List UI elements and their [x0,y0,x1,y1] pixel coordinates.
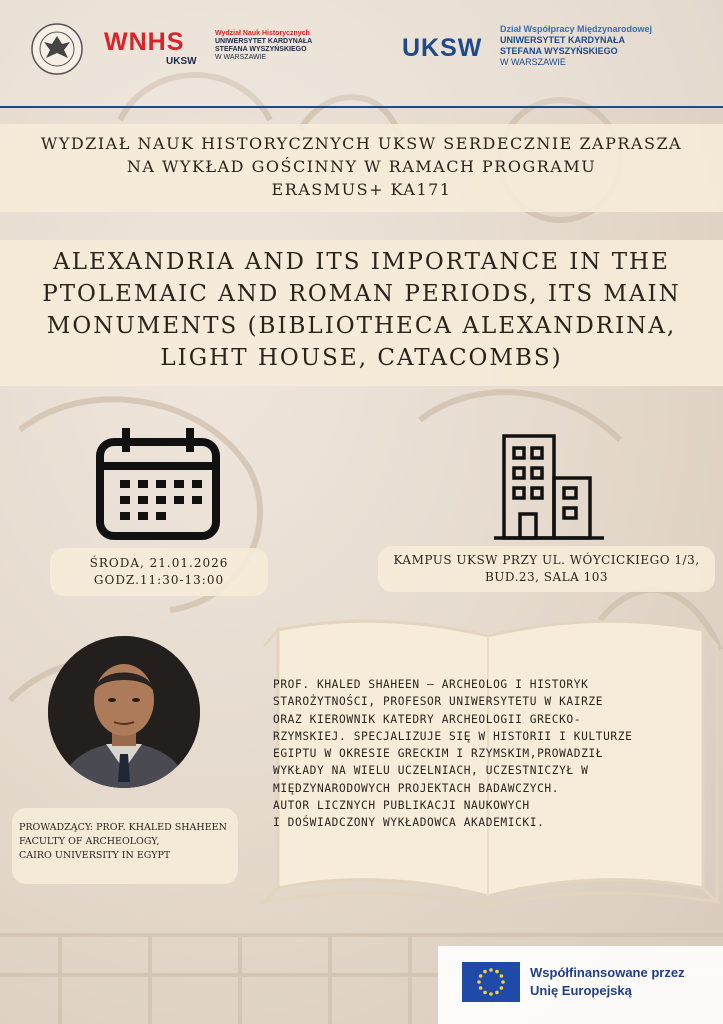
date-time-box [50,548,268,596]
lecture-title [0,246,723,374]
speaker-photo [48,636,200,788]
eu-funding-box [438,946,723,1024]
location-line-1: KAMPUS UKSW PRZY UL. WÓYCICKIEGO 1/3, [393,553,700,567]
eu-line-1: Współfinansowane przez [530,965,685,980]
eu-flag-icon [462,962,520,1002]
dept-text-block [500,24,710,68]
date-text: ŚRODA, 21.01.2026 [89,556,229,570]
wnhs-logo-sub: UKSW [166,56,197,67]
title-line-1: ALEXANDRIA AND ITS IMPORTANCE IN THE [53,249,670,275]
speaker-info-box [12,808,238,884]
bio-line: MIĘDZYNARODOWYCH PROJEKTACH BADAWCZYCH. [273,781,560,795]
bio-line: ORAZ KIEROWNIK KATEDRY ARCHEOLOGII GRECKO- [273,712,582,726]
title-line-2: PTOLEMAIC AND ROMAN PERIODS, ITS MAIN [42,281,681,307]
time-text: GODZ.11:30-13:00 [93,573,225,587]
bio-line: AUTOR LICZNYCH PUBLIKACJI NAUKOWYCH [273,799,530,813]
calendar-icon [96,424,220,544]
dept-univ-1: UNIWERSYTET KARDYNAŁA [500,35,625,45]
dept-title: Dział Współpracy Międzynarodowej [500,24,653,34]
header-bar [0,0,723,108]
location-box [378,546,715,592]
dept-univ-2: STEFANA WYSZYŃSKIEGO [500,46,618,56]
lecture-title-band [0,240,723,386]
university-seal [30,22,84,76]
invitation-line-2: NA WYKŁAD GOŚCINNY W RAMACH PROGRAMU [126,157,597,176]
speaker-bio [273,676,713,832]
title-line-4: LIGHT HOUSE, CATACOMBS) [160,345,563,371]
invitation-line-1: WYDZIAŁ NAUK HISTORYCZNYCH UKSW SERDECZNIE ZAPRASZA [40,134,683,153]
title-line-3: MONUMENTS (BIBLIOTHECA ALEXANDRINA, [46,313,677,339]
bio-line: EGIPTU W OKRESIE GRECKIM I RZYMSKIM,PROWADZIŁ [273,747,604,761]
wnhs-text-block [215,30,365,62]
dept-city: W WARSZAWIE [500,57,566,67]
header-divider [0,106,723,108]
bio-line: WYKŁADY NA WIELU UCZELNIACH, UCZESTNICZYŁ W [273,764,589,778]
bio-line: PROF. KHALED SHAHEEN – ARCHEOLOG I HISTORYK [273,678,589,691]
invitation-line-3: ERASMUS+ KA171 [271,180,452,199]
bio-line: RZYMSKIEJ. SPECJALIZUJE SIĘ W HISTORII I KULTURZE [273,729,633,743]
wnhs-univ-2: STEFANA WYSZYŃSKIEGO [215,46,307,53]
eu-line-2: Unię Europejską [530,983,632,998]
speaker-university: CAIRO UNIVERSITY IN EGYPT [19,850,171,861]
speaker-faculty: FACULTY OF ARCHEOLOGY, [19,836,160,847]
wnhs-univ-1: UNIWERSYTET KARDYNAŁA [215,38,313,45]
eu-funding-text [530,964,685,1000]
invitation-band [0,124,723,212]
speaker-name: PROWADZĄCY: PROF. KHALED SHAHEEN [19,822,227,833]
location-line-2: BUD.23, SALA 103 [484,570,609,584]
bio-line: STAROŻYTNOŚCI, PROFESOR UNIWERSYTETU W KAIRZE [273,695,604,709]
bio-line: I DOŚWIADCZONY WYKŁADOWCA AKADEMICKI. [273,816,545,830]
wnhs-city: W WARSZAWIE [215,54,267,61]
wnhs-title: Wydział Nauk Historycznych [215,30,310,37]
building-icon [494,432,606,546]
uksw-logo: UKSW [402,34,483,62]
wnhs-logo: WNHS [104,28,185,56]
invitation-text [0,132,723,201]
